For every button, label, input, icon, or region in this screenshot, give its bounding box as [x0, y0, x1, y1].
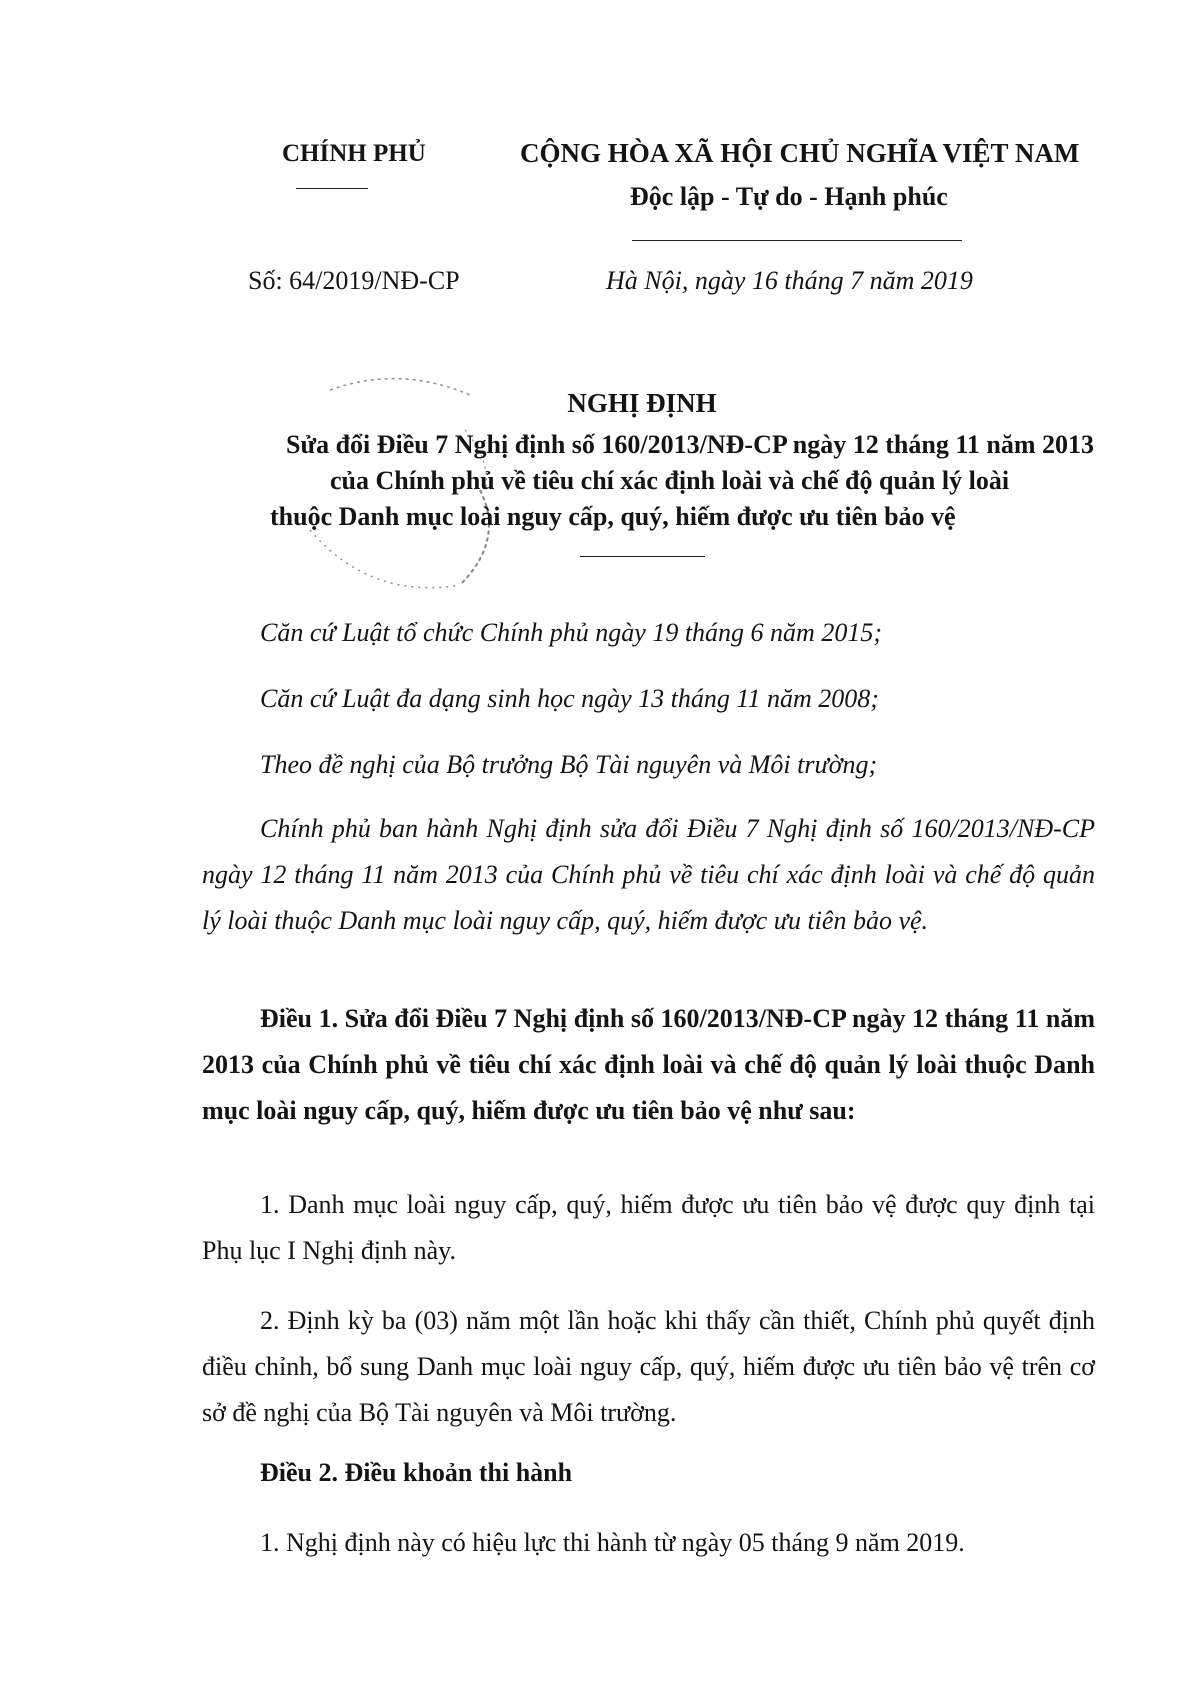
article-1-heading: Điều 1. Sửa đổi Điều 7 Nghị định số 160/2013/NĐ-CP ngày 12 tháng 11 năm 2013 của Chính phủ về tiêu chí xác định loài và chế độ quản lý loài thuộc Danh mục loài nguy cấp, quý, hiếm được ưu tiên bảo vệ như sau: — [202, 1004, 1095, 1125]
article-2-heading: Điều 2. Điều khoản thi hành — [260, 1458, 573, 1487]
place-and-date: Hà Nội, ngày 16 tháng 7 năm 2019 — [606, 266, 973, 295]
article-1-clause-1: 1. Danh mục loài nguy cấp, quý, hiếm được ưu tiên bảo vệ được quy định tại Phụ lục I Nghị định này. — [202, 1190, 1095, 1265]
decree-subtitle-line-3: thuộc Danh mục loài nguy cấp, quý, hiếm được ưu tiên bảo vệ — [270, 502, 956, 531]
agency-underline — [296, 188, 368, 189]
article-1-clause-2: 2. Định kỳ ba (03) năm một lần hoặc khi thấy cần thiết, Chính phủ quyết định điều chỉnh, bổ sung Danh mục loài nguy cấp, quý, hiếm được ưu tiên bảo vệ trên cơ sở đề nghị của Bộ Tài nguyên và Môi trường. — [202, 1306, 1095, 1427]
legal-basis-1: Căn cứ Luật tổ chức Chính phủ ngày 19 tháng 6 năm 2015; — [260, 618, 882, 647]
document-number: Số: 64/2019/NĐ-CP — [248, 266, 460, 295]
decree-subtitle-line-1: Sửa đổi Điều 7 Nghị định số 160/2013/NĐ-CP ngày 12 tháng 11 năm 2013 — [286, 430, 1095, 459]
national-title: CỘNG HÒA XÃ HỘI CHỦ NGHĨA VIỆT NAM — [520, 138, 1080, 168]
enactment-clause: Chính phủ ban hành Nghị định sửa đổi Điều 7 Nghị định số 160/2013/NĐ-CP ngày 12 tháng 11 năm 2013 của Chính phủ về tiêu chí xác định loài và chế độ quản lý loài thuộc Danh mục loài nguy cấp, quý, hiếm được ưu tiên bảo vệ. — [202, 814, 1095, 935]
title-underline — [580, 556, 705, 557]
decree-subtitle-line-2: của Chính phủ về tiêu chí xác định loài và chế độ quản lý loài — [330, 466, 1010, 495]
motto-underline — [632, 240, 962, 241]
decree-heading: NGHỊ ĐỊNH — [567, 388, 717, 418]
issuing-agency: CHÍNH PHỦ — [282, 140, 426, 167]
article-2-clause-1: 1. Nghị định này có hiệu lực thi hành từ ngày 05 tháng 9 năm 2019. — [260, 1528, 965, 1557]
legal-basis-2: Căn cứ Luật đa dạng sinh học ngày 13 tháng 11 năm 2008; — [260, 684, 879, 713]
legal-basis-3: Theo đề nghị của Bộ trưởng Bộ Tài nguyên và Môi trường; — [260, 750, 878, 779]
national-motto: Độc lập - Tự do - Hạnh phúc — [630, 182, 948, 211]
